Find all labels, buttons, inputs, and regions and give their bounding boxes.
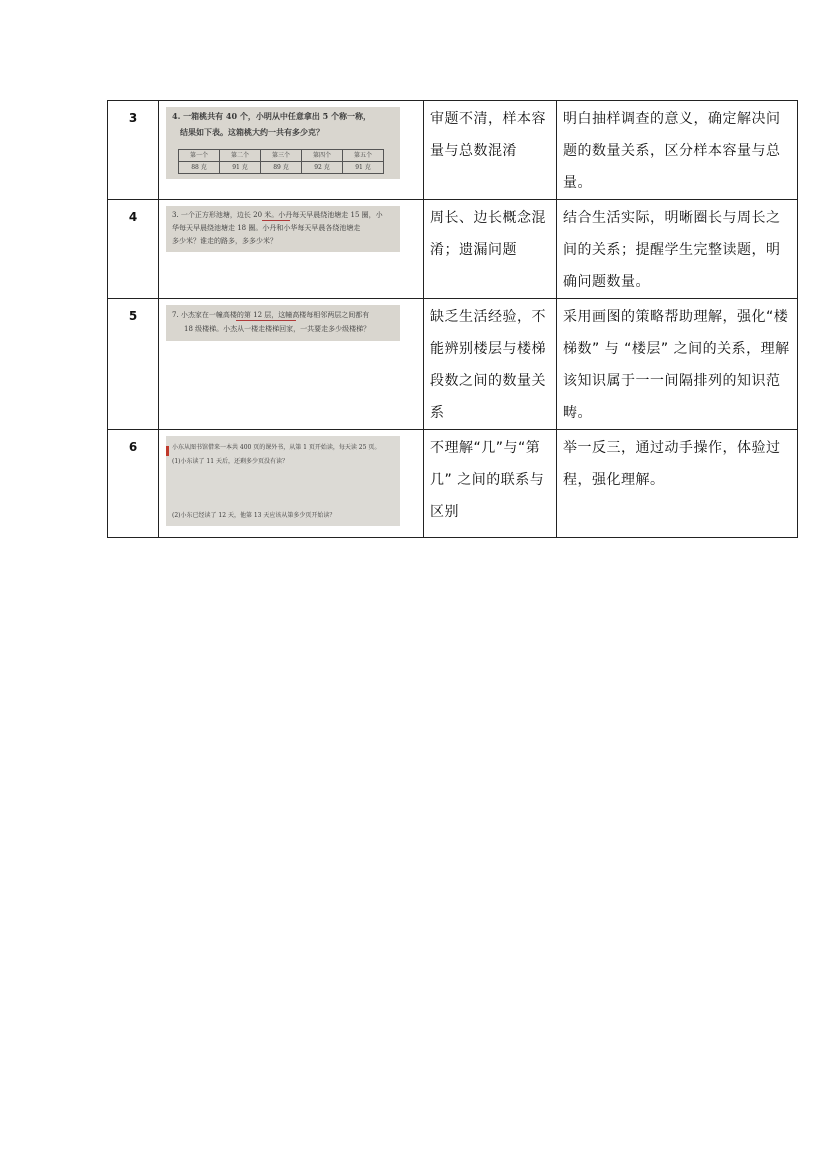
problem-text: 结果如下表。这箱桃大约一共有多少克？ bbox=[180, 127, 324, 137]
problem-photo bbox=[166, 107, 400, 179]
row-number: 4 bbox=[108, 200, 159, 299]
table-value-cell: 91 克 bbox=[343, 162, 384, 174]
problem-text: 多少米？谁走的路多，多多少米？ bbox=[172, 237, 277, 245]
problem-text: (1)小东读了 11 天后，还剩多少页没有读？ bbox=[172, 458, 288, 465]
table-row bbox=[108, 101, 798, 200]
row-number: 3 bbox=[108, 101, 159, 200]
error-reason: 不理解“几”与“第几” 之间的联系与区别 bbox=[424, 430, 557, 538]
table-row bbox=[108, 299, 798, 430]
table-row bbox=[108, 430, 798, 538]
problem-text: 3. 一个正方形池塘，边长 20 米。小丹每天早晨绕池塘走 15 圈，小 bbox=[172, 211, 383, 219]
red-margin-mark bbox=[166, 446, 169, 456]
underline-mark bbox=[262, 220, 290, 221]
error-reason: 缺乏生活经验，不能辨别楼层与楼梯段数之间的数量关系 bbox=[424, 299, 557, 430]
underline-mark bbox=[236, 320, 296, 321]
problem-photo-cell bbox=[159, 299, 424, 430]
problem-text: 7. 小杰家在一幢高楼的第 12 层，这幢高楼每相邻两层之间都有 bbox=[172, 311, 370, 319]
correction-strategy: 举一反三，通过动手操作，体验过程，强化理解。 bbox=[557, 430, 798, 538]
table-value-cell: 89 克 bbox=[261, 162, 302, 174]
error-reason: 周长、边长概念混淆；遗漏问题 bbox=[424, 200, 557, 299]
error-reason: 审题不清，样本容量与总数混淆 bbox=[424, 101, 557, 200]
table-value-cell: 91 克 bbox=[220, 162, 261, 174]
error-analysis-table bbox=[107, 100, 798, 538]
correction-strategy: 结合生活实际，明晰圈长与周长之间的关系；提醒学生完整读题，明确问题数量。 bbox=[557, 200, 798, 299]
problem-data-table bbox=[178, 149, 384, 174]
row-number: 6 bbox=[108, 430, 159, 538]
problem-photo bbox=[166, 206, 400, 252]
problem-photo bbox=[166, 436, 400, 526]
table-head-cell: 第五个 bbox=[343, 150, 384, 162]
problem-text: 小东从图书馆借来一本共 400 页的课外书，从第 1 页开始读，每天读 25 页。 bbox=[172, 444, 381, 451]
problem-text: (2)小东已经读了 12 天，他第 13 天应该从第多少页开始读？ bbox=[172, 512, 336, 519]
correction-strategy: 明白抽样调查的意义，确定解决问题的数量关系，区分样本容量与总量。 bbox=[557, 101, 798, 200]
problem-photo-cell bbox=[159, 430, 424, 538]
problem-text: 4. 一箱桃共有 40 个，小明从中任意拿出 5 个称一称， bbox=[172, 111, 371, 121]
problem-photo-cell bbox=[159, 200, 424, 299]
table-head-cell: 第一个 bbox=[179, 150, 220, 162]
table-value-cell: 88 克 bbox=[179, 162, 220, 174]
table-head-cell: 第二个 bbox=[220, 150, 261, 162]
problem-text: 华每天早晨绕池塘走 18 圈。小丹和小华每天早晨各绕池塘走 bbox=[172, 224, 361, 232]
problem-text: 18 级楼梯。小杰从一楼走楼梯回家，一共要走多少级楼梯？ bbox=[184, 325, 371, 333]
problem-photo-cell bbox=[159, 101, 424, 200]
table-row bbox=[108, 200, 798, 299]
correction-strategy: 采用画图的策略帮助理解，强化“楼梯数” 与 “楼层” 之间的关系，理解该知识属于一一间隔排列的知识范畴。 bbox=[557, 299, 798, 430]
problem-photo bbox=[166, 305, 400, 341]
row-number: 5 bbox=[108, 299, 159, 430]
table-value-cell: 92 克 bbox=[302, 162, 343, 174]
table-head-cell: 第四个 bbox=[302, 150, 343, 162]
table-head-cell: 第三个 bbox=[261, 150, 302, 162]
